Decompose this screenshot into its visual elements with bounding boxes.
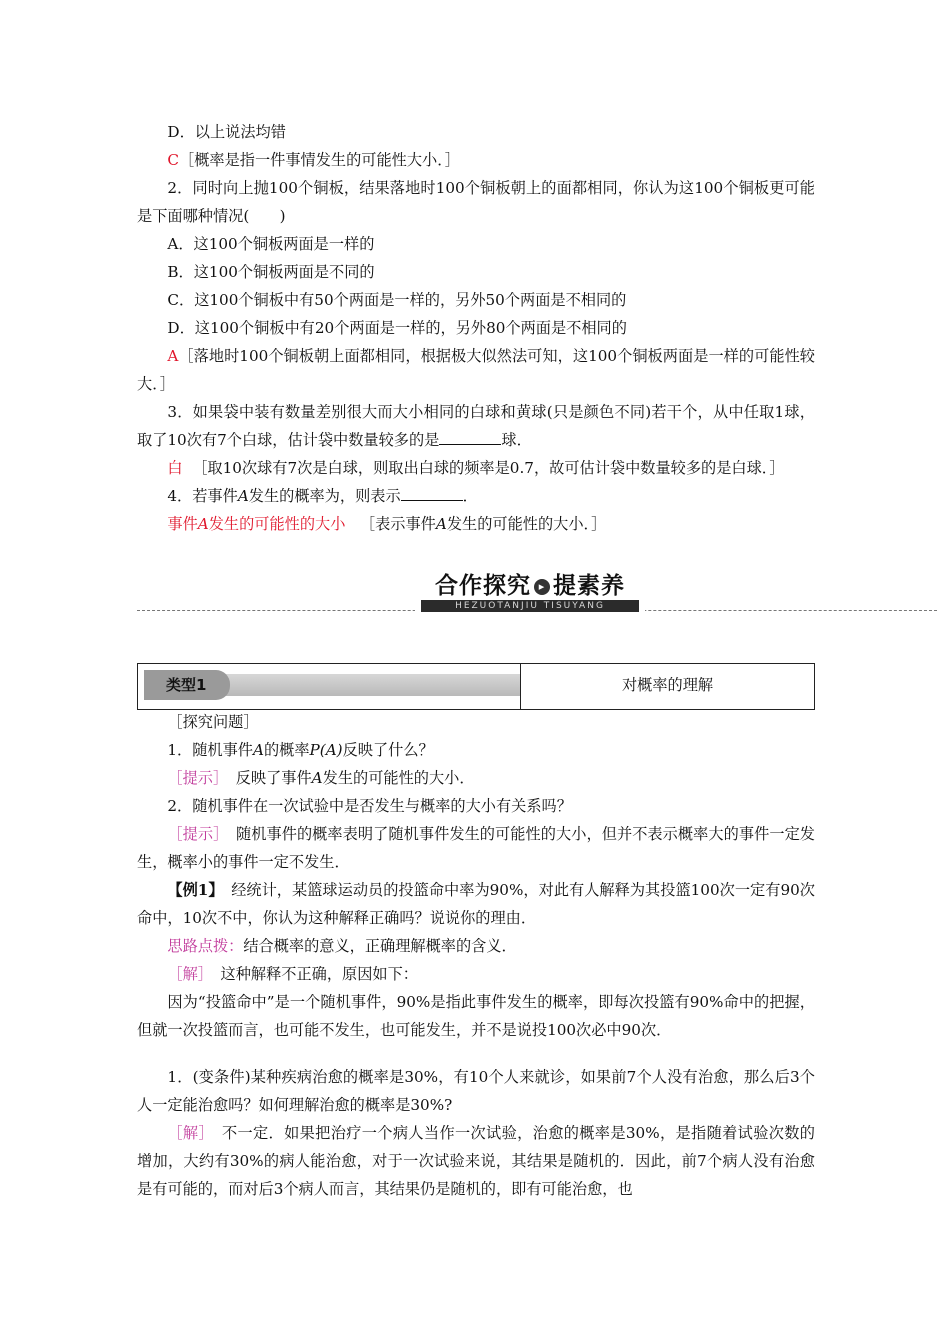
option-2a: A．这100个铜板两面是一样的 [167,235,375,253]
answer-explanation: ［落地时100个铜板朝上面都相同，根据极大似然法可知，这100个铜板两面是一样的可能性较大．］ [137,347,815,393]
example-1 [137,876,815,932]
event-a: A [237,487,249,505]
answer-4 [137,510,815,538]
solution-2 [137,1119,815,1203]
prob-arg: (A) [319,741,343,759]
section-answers [137,118,815,538]
section-inquiry [137,708,815,1044]
type-title: 对概率的理解 [621,676,714,694]
type-tag: 类型1 [144,670,230,700]
banner-main-a: 合作探究 [435,573,531,599]
solution-1-body: 因为“投篮命中”是一个随机事件，90%是指此事件发生的概率，即每次投篮有90%命中的把握，但就一次投篮而言，也可能不发生，也可能发生，并不是说投100次必中90次． [137,993,815,1039]
hint-text: 随机事件的概率表明了随机事件发生的可能性的大小，但并不表示概率大的事件一定发生，概率小的事件一定不发生． [137,825,815,871]
example-text: 经统计，某篮球运动员的投篮命中率为90%，对此有人解释为其投篮100次一定有90次命中，10次不中，你认为这种解释正确吗？说说你的理由． [137,881,815,927]
answer-phrase [167,515,345,533]
example-tag: 【例1】 [167,881,216,899]
banner-main-b: 提素养 [553,573,625,599]
variant-question-1: 1．(变条件)某种疾病治愈的概率是30%，有10个人来就诊，如果前7个人没有治愈，那么后3个人一定能治愈吗？如何理解治愈的概率是30%? [137,1068,815,1114]
question-2: 2．同时向上抛100个铜板，结果落地时100个铜板朝上的面都相同，你认为这100个铜板更可能是下面哪种情况( ) [137,179,815,225]
solution-tag: ［解］ [167,965,206,983]
inquiry-question-1 [137,736,815,764]
question-4-mid: 发生的概率为，则表示 [248,487,401,505]
arrow-icon: ▸ [534,579,550,595]
option-2b: B．这100个铜板两面是不同的 [167,263,375,281]
answer-3 [137,454,815,482]
option-2d: D．这100个铜板中有20个两面是一样的，另外80个两面是不相同的 [167,319,627,337]
answer-explanation: ［表示事件 [359,515,436,533]
event-a: A [253,741,264,759]
answer-explanation-tail: 发生的可能性的大小．］ [446,515,607,533]
inquiry-heading: ［探究问题］ [167,713,259,731]
idea-tag: 思路点拨： [167,937,244,955]
solution-text: 这种解释不正确，原因如下： [205,965,418,983]
iq1-mid: 的概率 [263,741,310,759]
inquiry-question-2: 2．随机事件在一次试验中是否发生与概率的大小有关系吗？ [167,797,572,815]
prob-p: P [309,741,320,759]
answer-blank [401,484,463,501]
question-3-text: 3．如果袋中装有数量差别很大而大小相同的白球和黄球(只是颜色不同)若干个，从中任取1球，取了10次有7个白球，估计袋中数量较多的是 [137,403,815,449]
iq1-tail: 反映了什么？ [342,741,434,759]
solution-tag: ［解］ [167,1124,207,1142]
answer-explanation: ［概率是指一件事情发生的可能性大小．］ [179,151,460,169]
hint-2 [137,820,815,876]
question-4 [137,482,815,510]
banner-main [415,572,645,600]
hint-tail: 发生的可能性的大小． [322,769,475,787]
banner-subtitle: HEZUOTANJIU TISUYANG [421,600,639,612]
event-a: A [435,515,447,533]
section-banner [137,572,937,622]
solution-1 [137,960,815,988]
answer-explanation: ［取10次球有7次是白球，则取出白球的频率是0.7，故可估计袋中数量较多的是白球．］ [192,459,785,477]
answer-word: 白 [167,459,183,477]
answer-blank [439,428,501,445]
hint-tag: ［提示］ [167,769,221,787]
event-a: A [311,769,323,787]
iq1-text: 1．随机事件 [167,741,253,759]
hint-text: 反映了事件 [220,769,312,787]
question-4-tail: ． [462,487,478,505]
answer-letter: A [167,347,179,365]
answer-2 [137,342,815,398]
answer-1 [137,146,815,174]
idea-text: 结合概率的意义，正确理解概率的含义． [243,937,517,955]
option-d: D．以上说法均错 [167,123,286,141]
banner-title [415,572,645,614]
hint-tag: ［提示］ [167,825,221,843]
question-3 [137,398,815,454]
question-3-tail: 球． [501,431,532,449]
type-header-box [137,663,815,710]
answer-letter: C [167,151,180,169]
hint-1 [137,764,815,792]
event-a: A [197,515,209,533]
solution-text: 不一定．如果把治疗一个病人当作一次试验，治愈的概率是30%，是指随着试验次数的增加，大约有30%的病人能治愈，对于一次试验来说，其结果是随机的．因此，前7个病人没有治愈是有可能的，而对后3个病人而言，其结果仍是随机的，即有可能治愈，也 [137,1124,815,1198]
section-variant [137,1063,815,1203]
option-2c: C．这100个铜板中有50个两面是一样的，另外50个两面是不相同的 [167,291,627,309]
idea-hint [137,932,815,960]
answer-phrase-pre: 事件 [167,515,198,533]
question-4-text: 4．若事件 [167,487,238,505]
type-tag-area [144,670,520,700]
answer-phrase-post: 发生的可能性的大小 [208,515,346,533]
